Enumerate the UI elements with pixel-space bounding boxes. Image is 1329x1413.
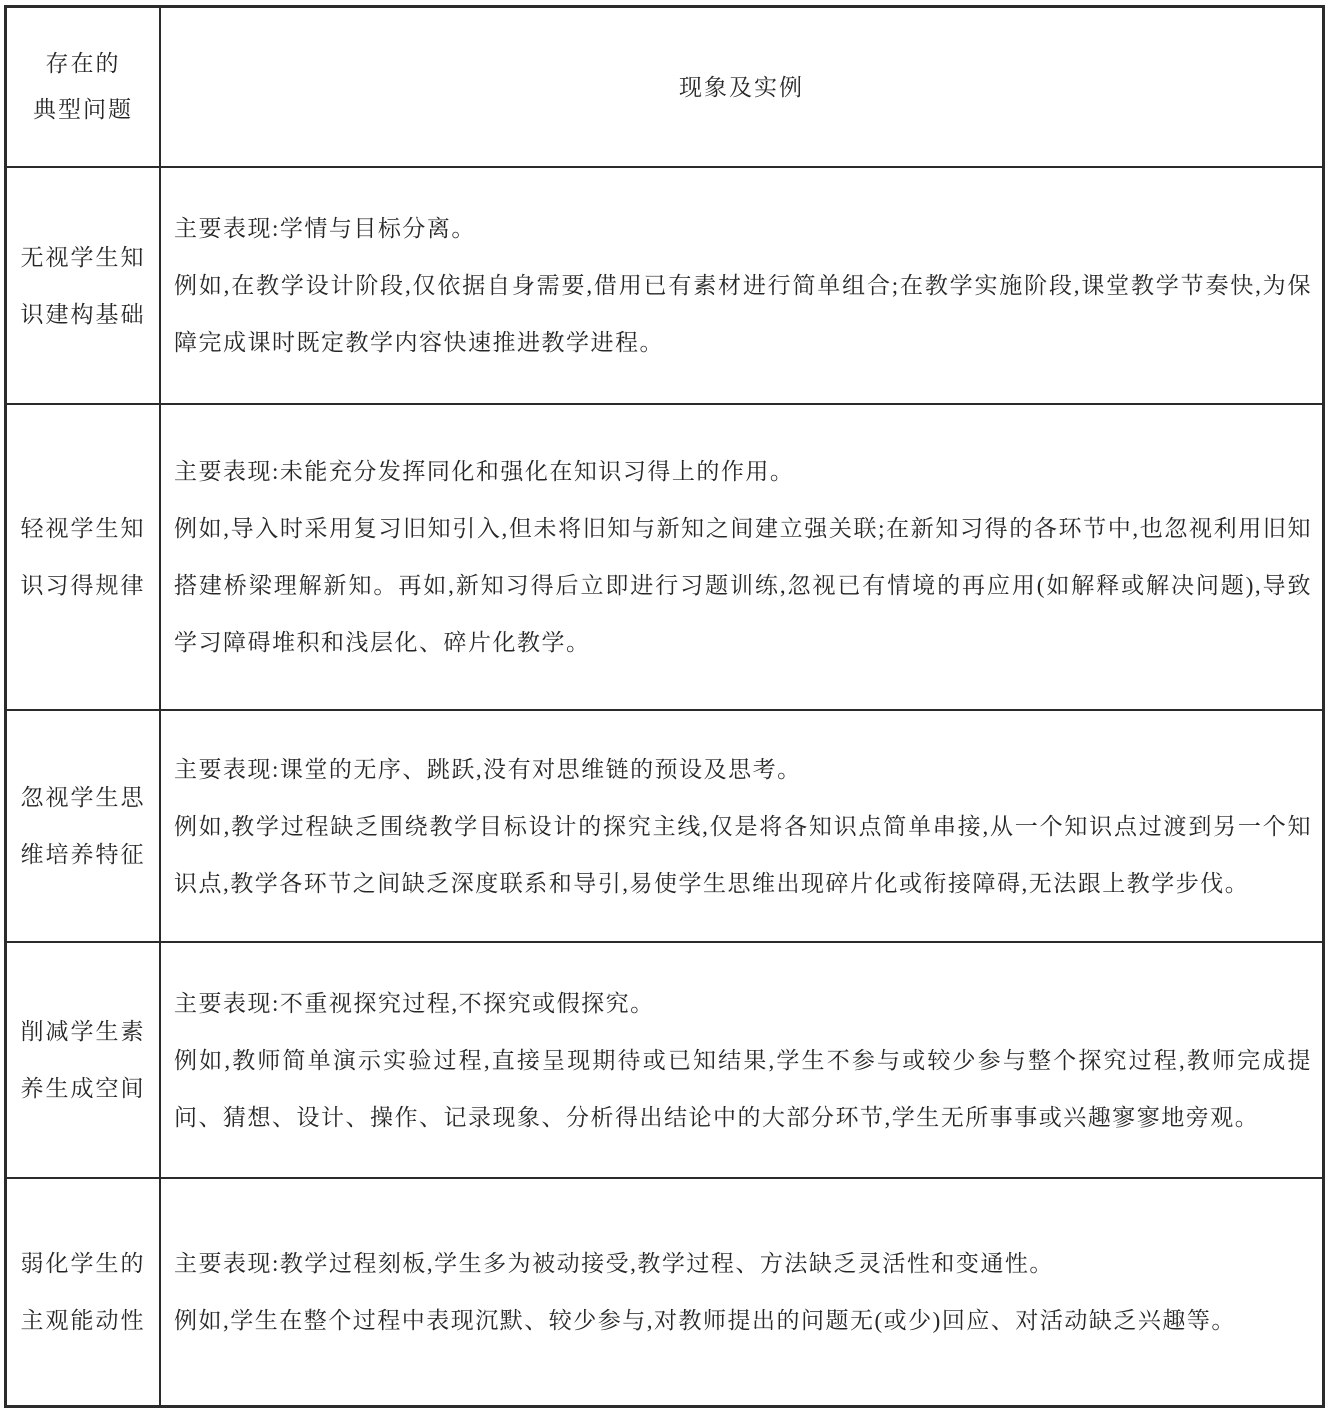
example-text: 例如,学生在整个过程中表现沉默、较少参与,对教师提出的问题无(或少)回应、对活动缺乏兴趣等。 bbox=[174, 1308, 1236, 1333]
problem-cell bbox=[7, 168, 159, 403]
table-header-row bbox=[7, 8, 1322, 166]
table-row bbox=[7, 709, 1322, 941]
table-row bbox=[7, 166, 1322, 403]
header-example-label: 现象及实例 bbox=[679, 74, 804, 100]
example-cell bbox=[159, 943, 1322, 1177]
table-row bbox=[7, 1177, 1322, 1405]
header-problem-line2: 典型问题 bbox=[33, 97, 133, 122]
main-manifestation-text: 主要表现:不重视探究过程,不探究或假探究。 bbox=[174, 990, 655, 1016]
header-cell-example bbox=[159, 8, 1322, 166]
problem-label: 削减学生素养生成空间 bbox=[20, 1019, 146, 1101]
example-cell bbox=[159, 168, 1322, 403]
header-problem-line1: 存在的 bbox=[45, 51, 121, 76]
example-cell bbox=[159, 1179, 1322, 1405]
problem-cell bbox=[7, 711, 159, 941]
problem-label: 无视学生知识建构基础 bbox=[20, 244, 146, 327]
problem-cell bbox=[7, 1179, 159, 1405]
example-text: 例如,导入时采用复习旧知引入,但未将旧知与新知之间建立强关联;在新知习得的各环节中,也忽视利用旧知搭建桥梁理解新知。再如,新知习得后立即进行习题训练,忽视已有情境的再应用(如解释或解决问题),导致学习障碍堆积和浅层化、碎片化教学。 bbox=[174, 516, 1312, 655]
example-cell bbox=[159, 405, 1322, 709]
example-text: 例如,教学过程缺乏围绕教学目标设计的探究主线,仅是将各知识点简单串接,从一个知识点过渡到另一个知识点,教学各环节之间缺乏深度联系和导引,易使学生思维出现碎片化或衔接障碍,无法跟上教学步伐。 bbox=[174, 813, 1312, 896]
main-manifestation-text: 主要表现:课堂的无序、跳跃,没有对思维链的预设及思考。 bbox=[174, 756, 802, 782]
example-cell bbox=[159, 711, 1322, 941]
problem-label: 轻视学生知识习得规律 bbox=[20, 516, 146, 598]
table-row bbox=[7, 941, 1322, 1177]
main-manifestation-text: 主要表现:教学过程刻板,学生多为被动接受,教学过程、方法缺乏灵活性和变通性。 bbox=[174, 1251, 1054, 1276]
main-manifestation-text: 主要表现:学情与目标分离。 bbox=[174, 216, 476, 241]
problem-cell bbox=[7, 943, 159, 1177]
problems-examples-table bbox=[4, 5, 1325, 1408]
example-text: 例如,教师简单演示实验过程,直接呈现期待或已知结果,学生不参与或较少参与整个探究过程,教师完成提问、猜想、设计、操作、记录现象、分析得出结论中的大部分环节,学生无所事事或兴趣寥寥地旁观。 bbox=[174, 1047, 1312, 1130]
problem-cell bbox=[7, 405, 159, 709]
problem-label: 忽视学生思维培养特征 bbox=[20, 785, 146, 867]
example-text: 例如,在教学设计阶段,仅依据自身需要,借用已有素材进行简单组合;在教学实施阶段,课堂教学节奏快,为保障完成课时既定教学内容快速推进教学进程。 bbox=[174, 273, 1312, 355]
table-row bbox=[7, 403, 1322, 709]
header-cell-problem bbox=[7, 8, 159, 166]
main-manifestation-text: 主要表现:未能充分发挥同化和强化在知识习得上的作用。 bbox=[174, 459, 795, 484]
problem-label: 弱化学生的主观能动性 bbox=[20, 1251, 146, 1333]
